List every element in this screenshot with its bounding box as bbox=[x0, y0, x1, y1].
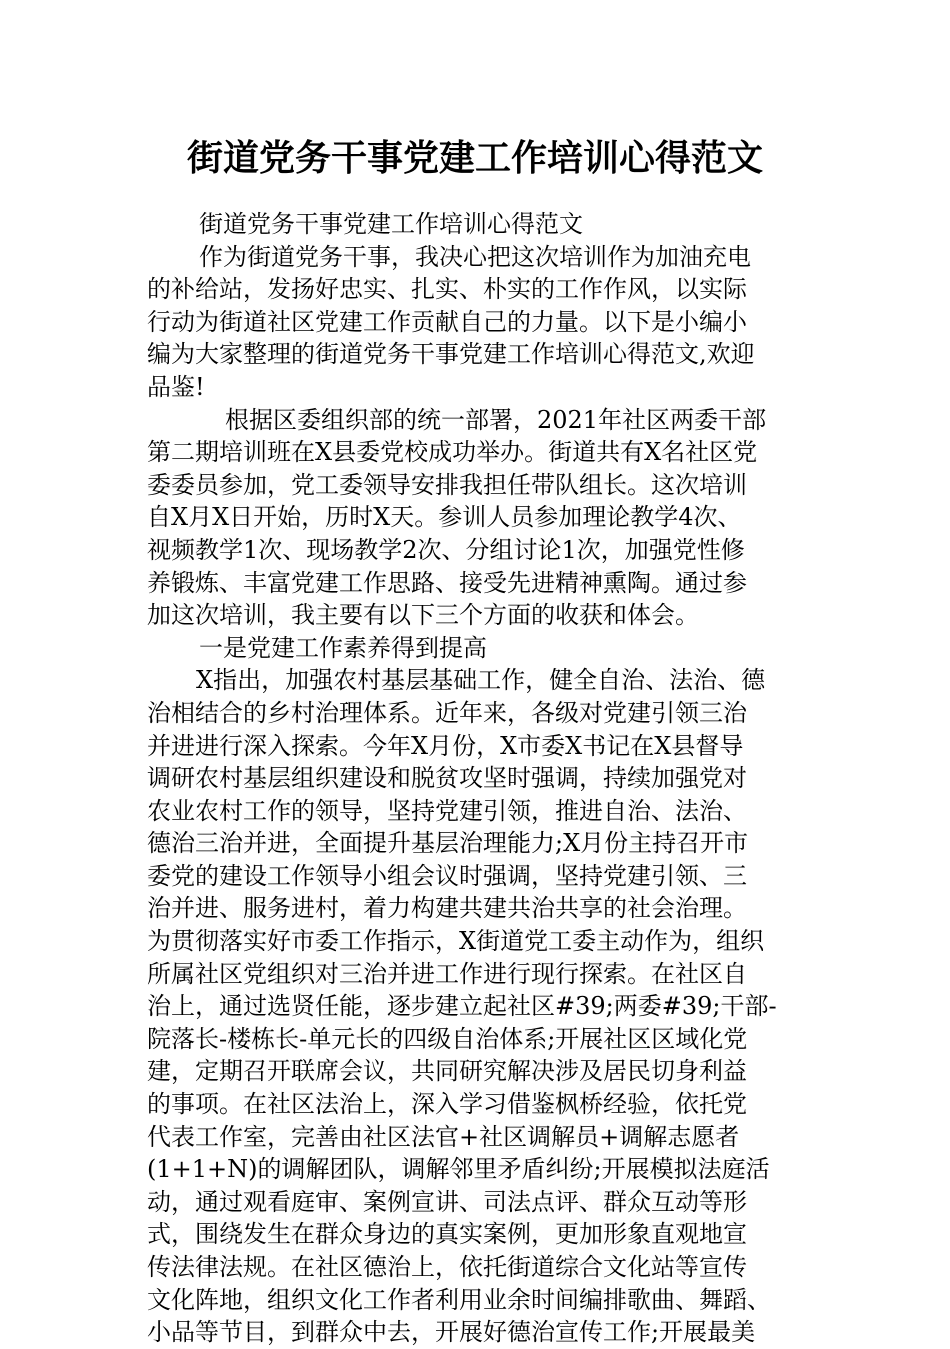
paragraph-line: 文化阵地，组织文化工作者利用业余时间编排歌曲、舞蹈、 bbox=[147, 1285, 771, 1314]
paragraph-line: 根据区委组织部的统一部署，2021年社区两委干部 bbox=[225, 405, 767, 434]
paragraph-line: 并进进行深入探索。今年X月份，X市委X书记在X县督导 bbox=[147, 731, 744, 760]
paragraph-line: 调研农村基层组织建设和脱贫攻坚时强调，持续加强党对 bbox=[147, 764, 747, 793]
paragraph-line: 小品等节目，到群众中去，开展好德治宣传工作;开展最美 bbox=[147, 1318, 756, 1347]
document-title: 街道党务干事党建工作培训心得范文 bbox=[186, 137, 763, 179]
paragraph-line: 治相结合的乡村治理体系。近年来，各级对党建引领三治 bbox=[147, 698, 747, 727]
paragraph-line: 代表工作室，完善由社区法官+社区调解员+调解志愿者 bbox=[147, 1122, 740, 1151]
paragraph-line: 加这次培训，我主要有以下三个方面的收获和体会。 bbox=[147, 601, 699, 630]
paragraph-line: 养锻炼、丰富党建工作思路、接受先进精神熏陶。通过参 bbox=[147, 568, 747, 597]
paragraph-line: 品鉴! bbox=[147, 372, 205, 401]
paragraph-line: 所属社区党组织对三治并进工作进行现行探索。在社区自 bbox=[147, 959, 747, 988]
paragraph-line: 编为大家整理的街道党务干事党建工作培训心得范文,欢迎 bbox=[147, 340, 755, 369]
paragraph-line: 农业农村工作的领导，坚持党建引领，推进自治、法治、 bbox=[147, 796, 747, 825]
paragraph-line: X指出，加强农村基层基础工作，健全自治、法治、德 bbox=[196, 666, 766, 695]
paragraph-line: 的补给站，发扬好忠实、扎实、朴实的工作作风，以实际 bbox=[147, 275, 747, 304]
paragraph-line: 式，围绕发生在群众身边的真实案例，更加形象直观地宣 bbox=[147, 1220, 747, 1249]
paragraph-line: 的事项。在社区法治上，深入学习借鉴枫桥经验，依托党 bbox=[147, 1090, 747, 1119]
paragraph-line: 动，通过观看庭审、案例宣讲、司法点评、群众互动等形 bbox=[147, 1187, 747, 1216]
paragraph-line: 行动为街道社区党建工作贡献自己的力量。以下是小编小 bbox=[147, 307, 747, 336]
paragraph-line: 自X月X日开始，历时X天。参训人员参加理论教学4次、 bbox=[147, 503, 742, 532]
paragraph-line: 建，定期召开联席会议，共同研究解决涉及居民切身利益 bbox=[147, 1057, 747, 1086]
document-body bbox=[147, 208, 807, 1349]
paragraph-line: 为贯彻落实好市委工作指示，X街道党工委主动作为，组织 bbox=[147, 927, 765, 956]
paragraph-line: 传法律法规。在社区德治上，依托街道综合文化站等宣传 bbox=[147, 1253, 747, 1281]
subtitle-line: 街道党务干事党建工作培训心得范文 bbox=[199, 210, 583, 238]
paragraph-line: 作为街道党务干事，我决心把这次培训作为加油充电 bbox=[199, 242, 751, 271]
paragraph-line: 委党的建设工作领导小组会议时强调，坚持党建引领、三 bbox=[147, 861, 747, 890]
paragraph-line: 德治三治并进，全面提升基层治理能力;X月份主持召开市 bbox=[147, 829, 749, 858]
paragraph-line: (1+1+N)的调解团队，调解邻里矛盾纠纷;开展模拟法庭活 bbox=[147, 1155, 770, 1184]
paragraph-line: 治并进、服务进村，着力构建共建共治共享的社会治理。 bbox=[147, 894, 747, 923]
section-heading: 一是党建工作素养得到提高 bbox=[199, 633, 487, 662]
paragraph-line: 视频教学1次、现场教学2次、分组讨论1次，加强党性修 bbox=[147, 535, 745, 564]
paragraph-line: 第二期培训班在X县委党校成功举办。街道共有X名社区党 bbox=[147, 438, 758, 467]
paragraph-line: 治上，通过选贤任能，逐步建立起社区#39;两委#39;干部- bbox=[147, 992, 777, 1021]
paragraph-line: 院落长-楼栋长-单元长的四级自治体系;开展社区区域化党 bbox=[147, 1024, 748, 1053]
paragraph-line: 委委员参加，党工委领导安排我担任带队组长。这次培训 bbox=[147, 470, 747, 499]
